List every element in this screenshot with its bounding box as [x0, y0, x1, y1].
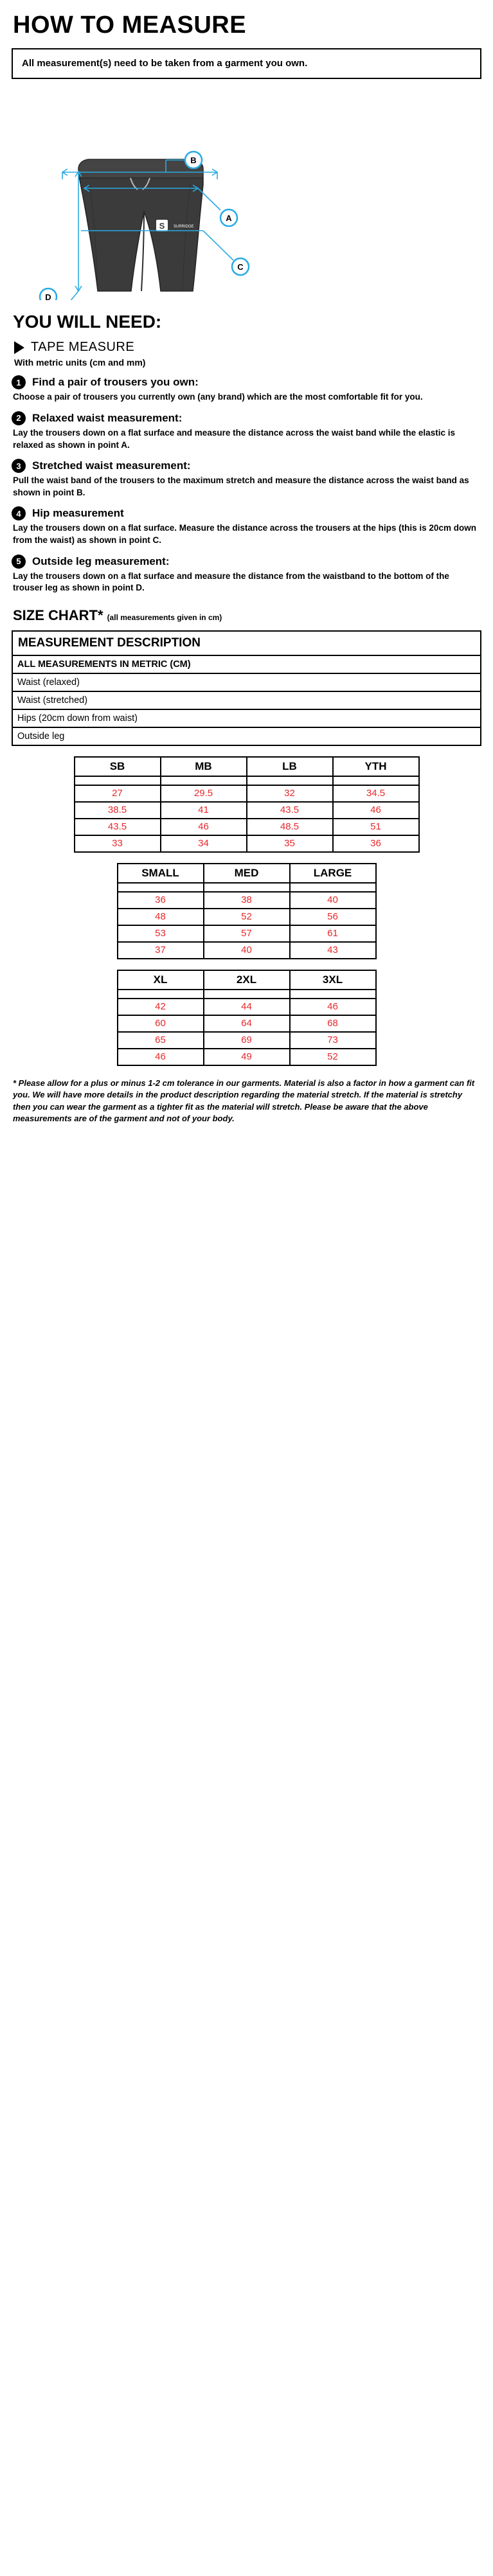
- step-4: [12, 506, 481, 546]
- cell: 44: [204, 999, 290, 1015]
- svg-text:B: B: [190, 155, 197, 166]
- step-1: [12, 375, 481, 404]
- cell: 60: [118, 1015, 204, 1032]
- tape-measure-sublabel: With metric units (cm and mm): [14, 357, 146, 368]
- cell: 43.5: [247, 802, 333, 819]
- cell: 49: [204, 1049, 290, 1065]
- cell: 34.5: [333, 785, 419, 802]
- size-table-extra-large: [117, 970, 377, 1066]
- cell: 51: [333, 819, 419, 835]
- cell: 41: [161, 802, 247, 819]
- play-triangle-icon: [14, 341, 24, 354]
- table-row: [12, 673, 481, 691]
- size-chart-heading: [13, 607, 481, 624]
- step-number-3: 3: [12, 459, 26, 473]
- cell: 56: [290, 909, 376, 925]
- table-row: [75, 757, 419, 776]
- size-col-med: MED: [204, 864, 290, 883]
- table-row: [12, 727, 481, 745]
- table-row: [118, 990, 376, 999]
- spacer-cell: [204, 990, 290, 999]
- spacer-cell: [290, 990, 376, 999]
- tape-measure-row: [14, 340, 481, 355]
- spacer-cell: [75, 776, 161, 785]
- size-col-3xl: 3XL: [290, 970, 376, 990]
- step-body-1: Choose a pair of trousers you currently own (any brand) which are the most comfortable fit for you.: [13, 392, 423, 402]
- cell: 48.5: [247, 819, 333, 835]
- cell: 38.5: [75, 802, 161, 819]
- table-row: [12, 631, 481, 655]
- table-row: [118, 1049, 376, 1065]
- metric-header: ALL MEASUREMENTS IN METRIC (CM): [12, 655, 481, 673]
- table-row: [118, 892, 376, 909]
- cell: 33: [75, 835, 161, 852]
- diagram-label-C: [232, 258, 249, 275]
- step-title-2: Relaxed waist measurement:: [32, 411, 183, 424]
- spacer-cell: [333, 776, 419, 785]
- cell: 52: [290, 1049, 376, 1065]
- table-row: [12, 709, 481, 727]
- step-number-4: 4: [12, 506, 26, 520]
- table-row: [75, 776, 419, 785]
- tape-measure-label: TAPE MEASURE: [31, 340, 135, 355]
- step-3: [12, 459, 481, 499]
- table-row: [75, 835, 419, 852]
- table-row: [75, 785, 419, 802]
- page-title: HOW TO MEASURE: [13, 12, 247, 39]
- svg-text:D: D: [45, 292, 51, 301]
- measurement-row-waist-relaxed: Waist (relaxed): [12, 673, 481, 691]
- table-row: [75, 802, 419, 819]
- svg-text:C: C: [237, 262, 244, 272]
- cell: 65: [118, 1032, 204, 1049]
- cell: 64: [204, 1015, 290, 1032]
- svg-text:SURRIDGE: SURRIDGE: [174, 225, 194, 229]
- size-col-large: LARGE: [290, 864, 376, 883]
- cell: 46: [333, 802, 419, 819]
- cell: 69: [204, 1032, 290, 1049]
- measurement-diagram: [12, 88, 481, 300]
- cell: 46: [118, 1049, 204, 1065]
- size-table-junior: [74, 756, 420, 853]
- cell: 40: [290, 892, 376, 909]
- intro-text: All measurement(s) need to be taken from a garment you own.: [22, 58, 308, 69]
- cell: 36: [333, 835, 419, 852]
- step-title-1: Find a pair of trousers you own:: [32, 376, 199, 389]
- diagram-label-A: [220, 209, 237, 226]
- diagram-label-D: [40, 289, 57, 300]
- size-col-small: SMALL: [118, 864, 204, 883]
- svg-text:A: A: [226, 213, 232, 224]
- cell: 46: [161, 819, 247, 835]
- spacer-cell: [118, 883, 204, 892]
- size-chart-title-note: (all measurements given in cm): [107, 612, 222, 622]
- step-2: [12, 411, 481, 451]
- cell: 42: [118, 999, 204, 1015]
- spacer-cell: [204, 883, 290, 892]
- step-number-5: 5: [12, 555, 26, 569]
- cell: 43.5: [75, 819, 161, 835]
- step-body-4: Lay the trousers down on a flat surface. Measure the distance across the trousers at the hips (this is 20cm down from the waist) as shown in point C.: [13, 523, 476, 545]
- cell: 35: [247, 835, 333, 852]
- table-row: [12, 691, 481, 709]
- table-row: [118, 999, 376, 1015]
- table-row: [75, 819, 419, 835]
- step-body-3: Pull the waist band of the trousers to the maximum stretch and measure the distance across the waist band as shown in point B.: [13, 475, 469, 497]
- measurement-description-header: MEASUREMENT DESCRIPTION: [12, 631, 481, 655]
- cell: 36: [118, 892, 204, 909]
- table-row: [118, 1032, 376, 1049]
- cell: 29.5: [161, 785, 247, 802]
- step-number-2: 2: [12, 411, 26, 425]
- table-row: [118, 925, 376, 942]
- cell: 57: [204, 925, 290, 942]
- step-number-1: 1: [12, 375, 26, 389]
- measurement-row-hips: Hips (20cm down from waist): [12, 709, 481, 727]
- table-row: [12, 655, 481, 673]
- cell: 34: [161, 835, 247, 852]
- cell: 40: [204, 942, 290, 959]
- footnote: * Please allow for a plus or minus 1-2 cm tolerance in our garments. Material is also a factor in how a garment can fit you. We will have more details in the product description regarding the material stretch. If the material is stretchy then you can wear the garment as a tighter fit as the material will stretch. Please be aware that the above measurements are of the garment and not of your body.: [13, 1078, 475, 1124]
- cell: 68: [290, 1015, 376, 1032]
- size-col-mb: MB: [161, 757, 247, 776]
- spacer-cell: [247, 776, 333, 785]
- cell: 43: [290, 942, 376, 959]
- size-col-xl: XL: [118, 970, 204, 990]
- measurement-row-waist-stretched: Waist (stretched): [12, 691, 481, 709]
- table-row: [118, 883, 376, 892]
- trousers-diagram-svg: [12, 88, 481, 300]
- size-col-2xl: 2XL: [204, 970, 290, 990]
- step-title-4: Hip measurement: [32, 507, 124, 520]
- svg-text:S: S: [159, 221, 165, 231]
- diagram-label-B: [185, 152, 202, 168]
- cell: 73: [290, 1032, 376, 1049]
- how-to-measure-page: [0, 0, 493, 1137]
- table-row: [118, 942, 376, 959]
- size-table-adult: [117, 863, 377, 959]
- step-title-3: Stretched waist measurement:: [32, 459, 191, 472]
- size-col-lb: LB: [247, 757, 333, 776]
- table-row: [118, 864, 376, 883]
- step-body-2: Lay the trousers down on a flat surface and measure the distance across the waist band while the elastic is relaxed as shown in point A.: [13, 427, 455, 450]
- cell: 48: [118, 909, 204, 925]
- table-row: [118, 1015, 376, 1032]
- trousers-illustration: [78, 159, 203, 291]
- table-row: [118, 909, 376, 925]
- size-col-sb: SB: [75, 757, 161, 776]
- cell: 37: [118, 942, 204, 959]
- intro-box: [12, 48, 481, 79]
- cell: 27: [75, 785, 161, 802]
- step-5: [12, 555, 481, 594]
- cell: 32: [247, 785, 333, 802]
- measurement-description-table: [12, 630, 481, 746]
- size-chart-title: SIZE CHART*: [13, 607, 103, 623]
- step-title-5: Outside leg measurement:: [32, 555, 170, 567]
- cell: 61: [290, 925, 376, 942]
- table-row: [118, 970, 376, 990]
- cell: 46: [290, 999, 376, 1015]
- cell: 38: [204, 892, 290, 909]
- cell: 53: [118, 925, 204, 942]
- cell: 52: [204, 909, 290, 925]
- spacer-cell: [290, 883, 376, 892]
- spacer-cell: [161, 776, 247, 785]
- step-body-5: Lay the trousers down on a flat surface and measure the distance from the waistband to the bottom of the trouser leg as shown in point D.: [13, 571, 449, 593]
- spacer-cell: [118, 990, 204, 999]
- you-will-need-heading: YOU WILL NEED:: [13, 312, 162, 332]
- size-col-yth: YTH: [333, 757, 419, 776]
- measurement-row-outside-leg: Outside leg: [12, 727, 481, 745]
